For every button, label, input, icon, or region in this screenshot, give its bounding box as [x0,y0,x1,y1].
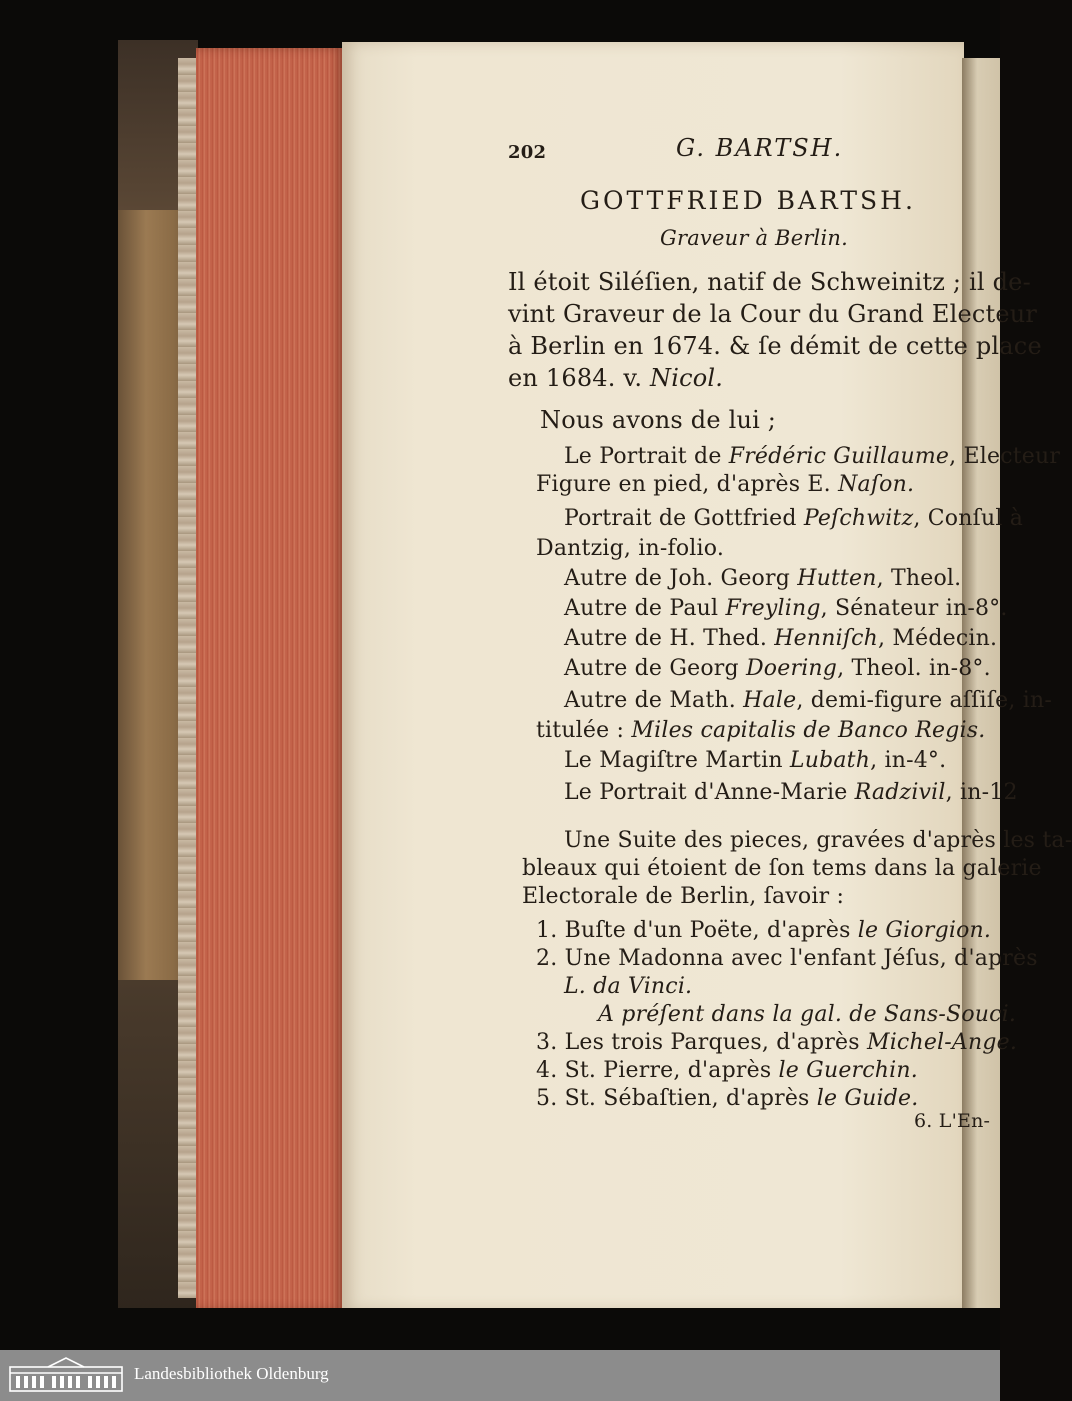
catchword: 6. L'En- [914,1110,991,1132]
list-item: 2. Une Madonna avec l'enfant Jéſus, d'après [536,946,1038,971]
work-entry: Autre de H. Thed. Henniſch, Médecin. [564,626,998,651]
suite-line: bleaux qui étoient de ſon tems dans la galerie [522,856,1042,881]
list-item: 1. Buſte d'un Poëte, d'après le Giorgion. [536,918,992,943]
work-entry: Autre de Joh. Georg Hutten, Theol. [564,566,962,591]
work-entry: titulée : Miles capitalis de Banco Regis. [536,718,986,743]
work-entry: Portrait de Gottfried Peſchwitz, Conſul à [564,506,1024,531]
page-number: 202 [508,142,547,163]
list-item: 3. Les trois Parques, d'après Michel-Ange. [536,1030,1018,1055]
work-entry: Le Magiſtre Martin Lubath, in-4°. [564,748,947,773]
footer-bar [0,1350,1000,1401]
list-item: A préſent dans la gal. de Sans-Souci. [598,1002,1017,1027]
work-entry: Le Portrait de Frédéric Guillaume, Electeur [564,444,1061,469]
library-building-icon [8,1357,124,1393]
running-head: G. BARTSH. [676,134,844,162]
work-entry: Autre de Math. Hale, demi-figure aſſiſe, in- [564,688,1052,713]
work-entry: Le Portrait d'Anne-Marie Radzivil, in-12 [564,780,1018,805]
page-subtitle: Graveur à Berlin. [660,226,848,250]
work-entry: Autre de Paul Freyling, Sénateur in-8°. [564,596,1008,621]
suite-line: Une Suite des pieces, gravées d'après les ta- [564,828,1072,853]
work-entry: Autre de Georg Doering, Theol. in-8°. [564,656,991,681]
intro-line: en 1684. v. Nicol. [508,364,724,392]
library-name: Landesbibliothek Oldenburg [134,1364,329,1383]
list-item: L. da Vinci. [564,974,693,999]
intro-line: vint Graveur de la Cour du Grand Electeur [508,300,1038,328]
works-heading: Nous avons de lui ; [540,406,777,434]
list-item: 4. St. Pierre, d'après le Guerchin. [536,1058,918,1083]
intro-line: à Berlin en 1674. & ſe démit de cette place [508,332,1042,360]
intro-line: Il étoit Siléſien, natif de Schweinitz ; il de- [508,268,1031,296]
suite-line: Electorale de Berlin, ſavoir : [522,884,845,909]
page-title: GOTTFRIED BARTSH. [580,186,916,215]
work-entry: Dantzig, in-folio. [536,536,725,561]
work-entry: Figure en pied, d'après E. Naſon. [536,472,915,497]
list-item: 5. St. Sébaſtien, d'après le Guide. [536,1086,919,1111]
